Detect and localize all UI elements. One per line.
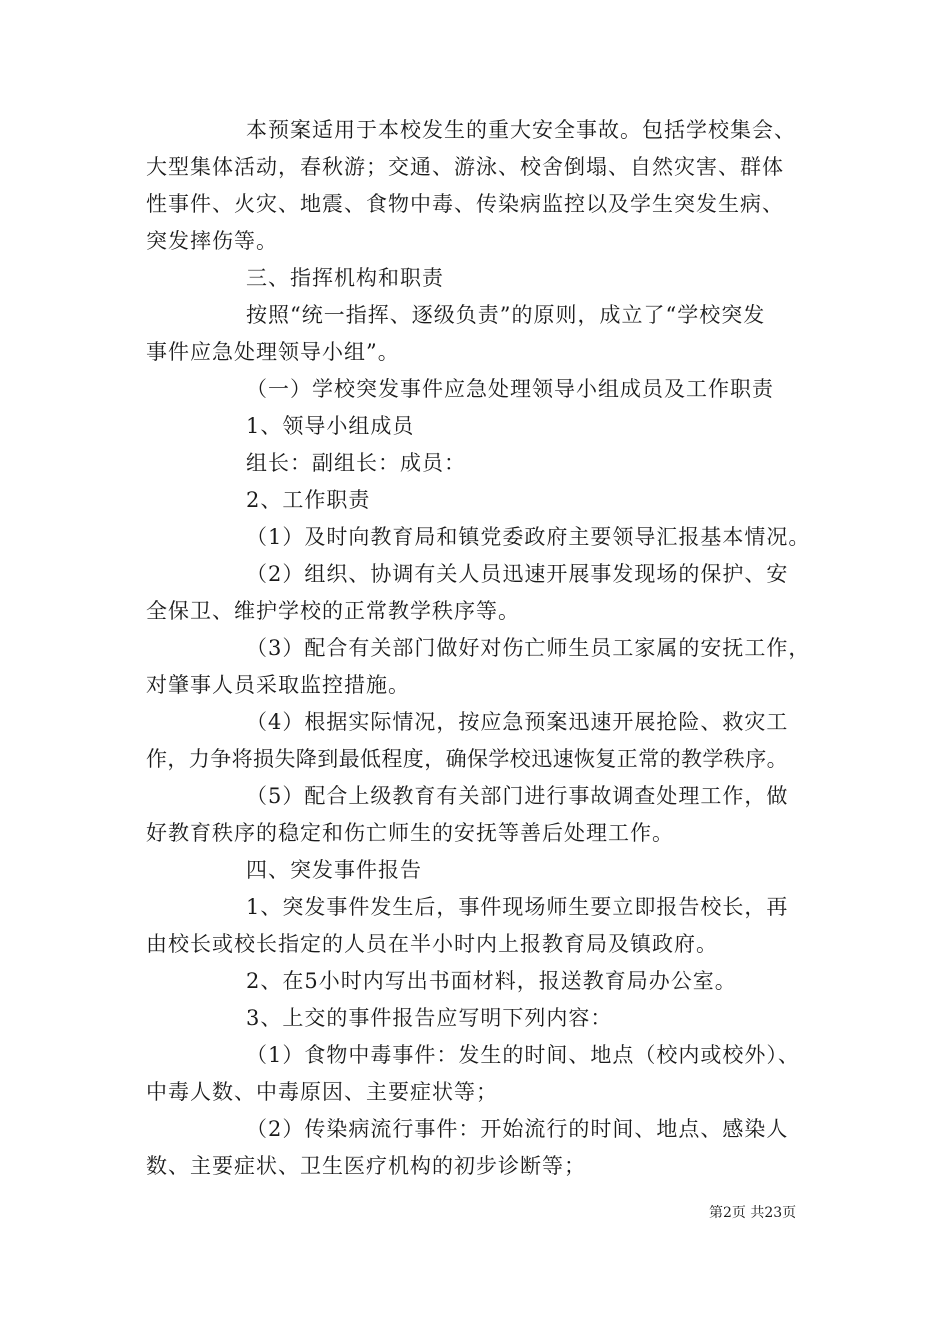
body-line: 由校长或校长指定的人员在半小时内上报教育局及镇政府。: [146, 932, 718, 956]
body-line: 性事件、火灾、地震、食物中毒、传染病监控以及学生突发生病、: [146, 192, 784, 216]
body-line: 按照“统一指挥、逐级负责”的原则，成立了“学校突发: [246, 303, 766, 327]
section-heading: 三、指挥机构和职责: [246, 266, 444, 290]
body-line: 作，力争将损失降到最低程度，确保学校迅速恢复正常的教学秩序。: [146, 747, 788, 771]
body-line: 2、工作职责: [246, 488, 371, 512]
body-line: （1）食物中毒事件：发生的时间、地点（校内或校外）、: [246, 1043, 800, 1067]
body-line: 事件应急处理领导小组”。: [146, 340, 400, 364]
body-line: （4）根据实际情况，按应急预案迅速开展抢险、救灾工: [246, 710, 789, 734]
body-line: 本预案适用于本校发生的重大安全事故。包括学校集会、: [246, 118, 796, 142]
body-line: 大型集体活动，春秋游；交通、游泳、校舍倒塌、自然灾害、群体: [146, 155, 784, 179]
body-line: 数、主要症状、卫生医疗机构的初步诊断等；: [146, 1154, 586, 1178]
body-line: 2、在5小时内写出书面材料，报送教育局办公室。: [246, 969, 737, 993]
section-heading: 四、突发事件报告: [246, 858, 422, 882]
page-number-footer: 第2页 共23页: [709, 1205, 797, 1221]
body-line: 组长：副组长：成员：: [246, 451, 466, 475]
body-line: （1）及时向教育局和镇党委政府主要领导汇报基本情况。: [246, 525, 811, 549]
body-line: （2）传染病流行事件：开始流行的时间、地点、感染人: [246, 1117, 789, 1141]
body-line: 对肇事人员采取监控措施。: [146, 673, 410, 697]
body-line: 全保卫、维护学校的正常教学秩序等。: [146, 599, 520, 623]
body-line: 3、上交的事件报告应写明下列内容：: [246, 1006, 613, 1030]
body-line: （3）配合有关部门做好对伤亡师生员工家属的安抚工作，: [246, 636, 811, 660]
body-line: （5）配合上级教育有关部门进行事故调查处理工作，做: [246, 784, 789, 808]
body-line: 1、领导小组成员: [246, 414, 415, 438]
body-line: 好教育秩序的稳定和伤亡师生的安抚等善后处理工作。: [146, 821, 674, 845]
body-line: （2）组织、协调有关人员迅速开展事发现场的保护、安: [246, 562, 789, 586]
body-line: 1、突发事件发生后，事件现场师生要立即报告校长，再: [246, 895, 789, 919]
subsection-heading: （一）学校突发事件应急处理领导小组成员及工作职责: [246, 377, 774, 401]
body-line: 突发摔伤等。: [146, 229, 278, 253]
body-line: 中毒人数、中毒原因、主要症状等；: [146, 1080, 498, 1104]
